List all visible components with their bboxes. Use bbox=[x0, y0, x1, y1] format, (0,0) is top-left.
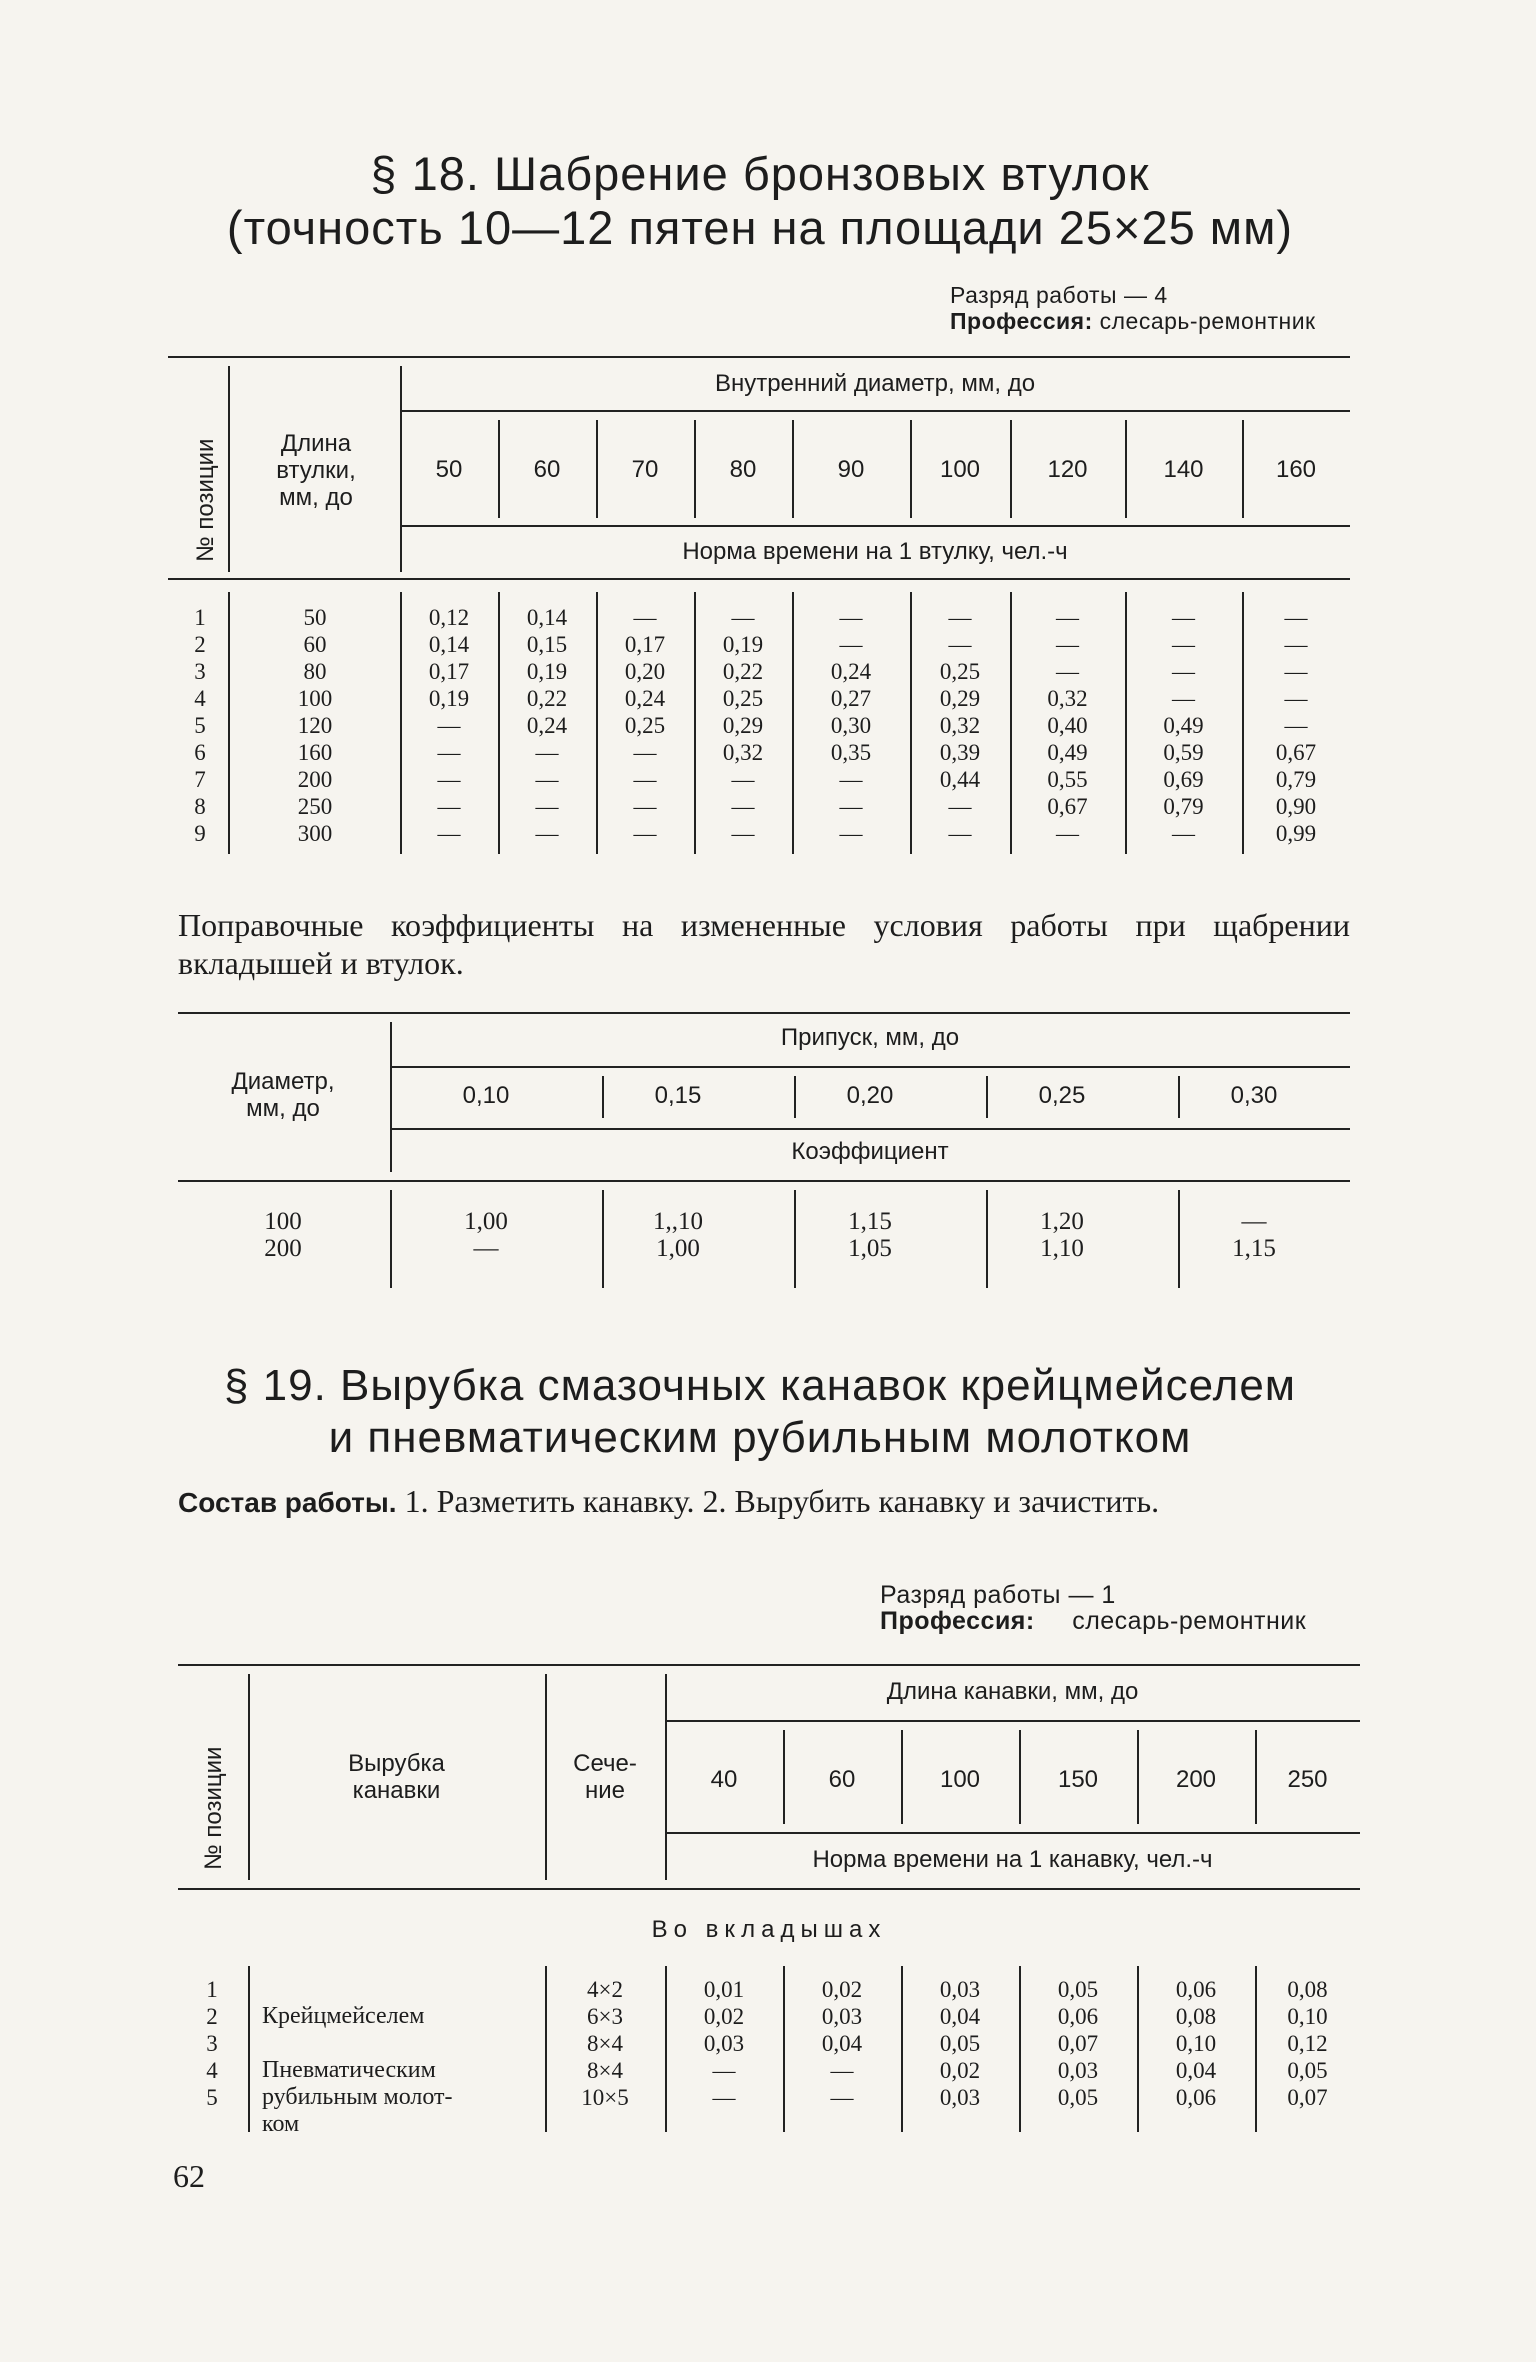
s19-sections: 4×2 6×3 8×4 8×4 10×5 bbox=[581, 1977, 629, 2110]
s18-diameter-cell: 70 bbox=[631, 456, 659, 483]
s18-diameter-cell: 160 bbox=[1275, 456, 1317, 483]
s19-value-column: 0,08 0,10 0,12 0,05 0,07 bbox=[1287, 1977, 1328, 2110]
s18-diameter-cell: 50 bbox=[435, 456, 463, 483]
s18-diameter-cell: 100 bbox=[939, 456, 981, 483]
s19-value-column: 0,01 0,02 0,03 — — bbox=[703, 1977, 745, 2110]
s18-lengths: 50 60 80 100 120 160 200 250 300 bbox=[297, 605, 333, 846]
s18-norm-header: Норма времени на 1 втулку, чел.-ч bbox=[682, 538, 1068, 565]
rule bbox=[178, 1664, 1360, 1666]
s19-profession-label: Профессия: bbox=[880, 1607, 1035, 1635]
s19-pos-header: № позиции bbox=[200, 1746, 227, 1870]
s19-section-header: Сече- ние bbox=[573, 1750, 637, 1804]
s18-value-column: — — — — 0,49 0,59 0,69 0,79 — bbox=[1163, 605, 1204, 846]
s18-profession-label: Профессия: bbox=[950, 308, 1093, 334]
s18-positions: 1 2 3 4 5 6 7 8 9 bbox=[194, 605, 206, 846]
s18-value-column: — — 0,25 0,29 0,32 0,39 0,44 — — bbox=[939, 605, 981, 846]
coef-allowance-cell: 0,10 bbox=[462, 1082, 510, 1109]
coef-value-column: 1,00 — bbox=[464, 1208, 508, 1262]
coef-diam-header: Диаметр, мм, до bbox=[231, 1068, 335, 1122]
page-number: 62 bbox=[173, 2158, 205, 2194]
rule bbox=[400, 410, 1350, 412]
coef-coef-header: Коэффициент bbox=[791, 1138, 949, 1165]
coef-diameters: 100 200 bbox=[264, 1208, 302, 1262]
s19-norm-header: Норма времени на 1 канавку, чел.-ч bbox=[812, 1846, 1213, 1873]
coef-allowance-cell: 0,20 bbox=[846, 1082, 894, 1109]
s19-composition bbox=[178, 1482, 1350, 1522]
s19-value-column: 0,02 0,03 0,04 — — bbox=[821, 1977, 863, 2110]
s18-profession bbox=[950, 308, 1316, 334]
s18-pos-header: № позиции bbox=[192, 438, 219, 562]
s18-value-column: 0,14 0,15 0,19 0,22 0,24 — — — — bbox=[526, 605, 568, 846]
s19-length-cell: 100 bbox=[939, 1766, 981, 1793]
rule bbox=[665, 1832, 1360, 1834]
coef-allowance-cell: 0,30 bbox=[1230, 1082, 1278, 1109]
s19-length-cell: 150 bbox=[1057, 1766, 1099, 1793]
s19-value-column: 0,03 0,04 0,05 0,02 0,03 bbox=[939, 1977, 981, 2110]
rule bbox=[168, 356, 1350, 358]
section-19-title-line2: и пневматическим рубильным молотком bbox=[328, 1413, 1192, 1462]
s18-value-column: — 0,19 0,22 0,25 0,29 0,32 — — — bbox=[722, 605, 764, 846]
s19-value-column: 0,05 0,06 0,07 0,03 0,05 bbox=[1057, 1977, 1099, 2110]
s18-value-column: — — — 0,32 0,40 0,49 0,55 0,67 — bbox=[1047, 605, 1088, 846]
rule bbox=[228, 592, 230, 854]
coef-value-column: 1,15 1,05 bbox=[848, 1208, 892, 1262]
rule bbox=[228, 366, 230, 572]
coef-value-column: 1,,10 1,00 bbox=[653, 1208, 703, 1262]
rule bbox=[168, 578, 1350, 580]
s18-value-column: — — — — — 0,67 0,79 0,90 0,99 bbox=[1275, 605, 1317, 846]
s18-diameter-cell: 60 bbox=[533, 456, 561, 483]
s19-length-cell: 250 bbox=[1287, 1766, 1328, 1793]
s18-diam-header: Внутренний диаметр, мм, до bbox=[714, 370, 1036, 397]
rule bbox=[665, 1720, 1360, 1722]
rule bbox=[178, 1180, 1350, 1182]
s19-composition-text: 1. Разметить канавку. 2. Вырубить канавку и зачистить. bbox=[404, 1483, 1160, 1519]
rule bbox=[390, 1128, 1350, 1130]
s19-grade: Разряд работы — 1 bbox=[880, 1581, 1116, 1609]
s18-length-header: Длина втулки, мм, до bbox=[276, 430, 356, 511]
s18-diameter-cell: 80 bbox=[729, 456, 757, 483]
s18-value-column: 0,12 0,14 0,17 0,19 — — — — — bbox=[428, 605, 470, 846]
rule bbox=[390, 1066, 1350, 1068]
s19-length-header: Длина канавки, мм, до bbox=[886, 1678, 1139, 1705]
s18-value-column: — 0,17 0,20 0,24 0,25 — — — — bbox=[624, 605, 666, 846]
s18-value-column: — — 0,24 0,27 0,30 0,35 — — — bbox=[830, 605, 872, 846]
s19-work-header: Вырубка канавки bbox=[348, 1750, 445, 1804]
s19-length-cell: 40 bbox=[710, 1766, 738, 1793]
s19-composition-label: Состав работы. bbox=[178, 1487, 397, 1518]
rule bbox=[178, 1012, 1350, 1014]
coef-allowance-cell: 0,25 bbox=[1038, 1082, 1086, 1109]
s18-diameter-cell: 90 bbox=[837, 456, 865, 483]
s19-subheading: Во вкладышах bbox=[651, 1916, 887, 1943]
s19-value-column: 0,06 0,08 0,10 0,04 0,06 bbox=[1175, 1977, 1217, 2110]
s18-profession-value: слесарь-ремонтник bbox=[1099, 308, 1316, 334]
coef-intro: Поправочные коэффициенты на измененные условия работы при щабрении вкладышей и втулок. bbox=[178, 907, 1350, 981]
rule bbox=[400, 525, 1350, 527]
rule bbox=[248, 1966, 250, 2132]
s19-profession bbox=[880, 1608, 1306, 1634]
coef-value-column: 1,20 1,10 bbox=[1040, 1208, 1084, 1262]
s18-diameter-cell: 140 bbox=[1163, 456, 1204, 483]
section-18-title-line1: § 18. Шабрение бронзовых втулок bbox=[370, 147, 1150, 200]
section-18-title-line2: (точность 10—12 пятен на площади 25×25 мм) bbox=[226, 201, 1294, 254]
s19-length-cell: 60 bbox=[828, 1766, 856, 1793]
s19-positions: 1 2 3 4 5 bbox=[206, 1977, 218, 2110]
s19-profession-value: слесарь-ремонтник bbox=[1072, 1607, 1307, 1635]
s19-work-lines: Крейцмейселем Пневматическим рубильным молот- ком bbox=[262, 2003, 453, 2137]
rule bbox=[178, 1888, 1360, 1890]
coef-value-column: — 1,15 bbox=[1232, 1208, 1276, 1262]
coef-allowance-header: Припуск, мм, до bbox=[780, 1024, 960, 1051]
s19-length-cell: 200 bbox=[1175, 1766, 1217, 1793]
section-19-title-line1: § 19. Вырубка смазочных канавок крейцмейселем bbox=[223, 1361, 1297, 1410]
s18-grade: Разряд работы — 4 bbox=[950, 282, 1168, 308]
s18-diameter-cell: 120 bbox=[1047, 456, 1088, 483]
coef-allowance-cell: 0,15 bbox=[654, 1082, 702, 1109]
